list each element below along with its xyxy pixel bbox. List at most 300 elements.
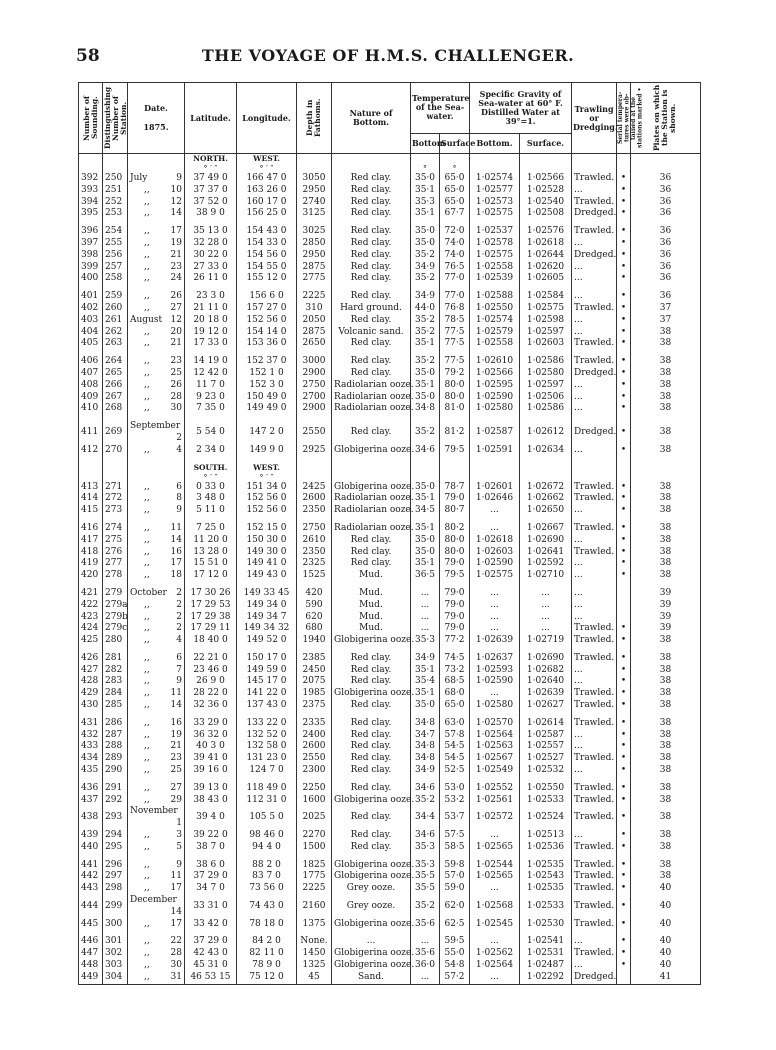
cell-station: 295 (103, 842, 128, 854)
cell-temp-surface: 78·7 (440, 482, 470, 494)
longitude-units: ° ′ ″ (237, 164, 297, 173)
cell-depth: 2075 (297, 676, 332, 688)
cell-plate: 38 (631, 421, 701, 445)
cell-date (128, 303, 185, 315)
cell-month: ,, (144, 664, 150, 675)
cell-temp-bottom: 35·3 (411, 842, 440, 854)
cell-bottom: Radiolarian ooze. (332, 380, 411, 392)
cell-trawling: ... (572, 535, 617, 547)
cell-station: 258 (103, 273, 128, 285)
cell-temp-surface: 79·0 (440, 558, 470, 570)
cell-gravity-bottom: 1·02577 (470, 185, 520, 197)
table-row (79, 403, 701, 415)
cell-plate: 38 (631, 653, 701, 665)
cell-month: ,, (144, 367, 150, 378)
cell-longitude: 152 56 0 (237, 315, 297, 327)
cell-temp-surface: 55·0 (440, 948, 470, 960)
cell-trawling: Trawled. (572, 493, 617, 505)
cell-trawling: Trawled. (572, 226, 617, 238)
cell-sounding: 431 (79, 718, 103, 730)
cell-temp-surface: 77·5 (440, 356, 470, 368)
cell-serial-mark: • (617, 238, 631, 250)
cell-plate: 40 (631, 883, 701, 895)
cell-longitude: 131 23 0 (237, 753, 297, 765)
cell-sounding: 418 (79, 547, 103, 559)
longitude-hemisphere: WEST. (237, 154, 297, 165)
cell-station: 302 (103, 948, 128, 960)
cell-longitude: 149 33 45 (237, 588, 297, 600)
cell-serial-mark: • (617, 197, 631, 209)
cell-serial-mark: • (617, 493, 631, 505)
cell-temp-bottom: 34·9 (411, 765, 440, 777)
cell-gravity-surface: 1·02690 (520, 653, 572, 665)
cell-longitude: 154 33 0 (237, 238, 297, 250)
cell-latitude: 32 28 0 (185, 238, 237, 250)
cell-temp-bottom: 35·0 (411, 238, 440, 250)
table-row (79, 523, 701, 535)
cell-day: 10 (170, 184, 182, 195)
cell-latitude: 37 29 0 (185, 871, 237, 883)
cell-temp-bottom: 34·6 (411, 445, 440, 457)
cell-serial-mark: • (617, 445, 631, 457)
table-row (79, 588, 701, 600)
cell-day: 14 (170, 906, 182, 917)
cell-temp-surface: 79·0 (440, 612, 470, 624)
cell-serial-mark: • (617, 871, 631, 883)
cell-depth: 2700 (297, 392, 332, 404)
cell-date (128, 635, 185, 647)
cell-month: ,, (144, 546, 150, 557)
cell-gravity-bottom: 1·02567 (470, 753, 520, 765)
cell-trawling: Trawled. (572, 356, 617, 368)
table-row (79, 860, 701, 872)
cell-depth: 620 (297, 612, 332, 624)
cell-temp-bottom: 35·0 (411, 547, 440, 559)
cell-serial-mark (617, 600, 631, 612)
cell-depth: 680 (297, 623, 332, 635)
spacer-cell (440, 154, 470, 165)
cell-plate: 36 (631, 208, 701, 220)
cell-longitude: 145 17 0 (237, 676, 297, 688)
cell-longitude: 152 56 0 (237, 493, 297, 505)
cell-temp-surface: 77·0 (440, 273, 470, 285)
cell-month: ,, (144, 558, 150, 569)
cell-gravity-surface: 1·02592 (520, 558, 572, 570)
header-date: Date. 1875. (128, 83, 185, 154)
cell-temp-bottom: 36·0 (411, 960, 440, 972)
spacer-cell (470, 164, 520, 173)
cell-sounding: 407 (79, 368, 103, 380)
cell-gravity-surface: 1·02513 (520, 830, 572, 842)
spacer-cell (103, 154, 128, 165)
cell-serial-mark: • (617, 338, 631, 350)
cell-serial-mark: • (617, 741, 631, 753)
table-row (79, 368, 701, 380)
cell-trawling: Trawled. (572, 948, 617, 960)
cell-gravity-bottom: 1·02574 (470, 315, 520, 327)
cell-gravity-bottom: 1·02603 (470, 547, 520, 559)
cell-station: 260 (103, 303, 128, 315)
cell-temp-surface: 53·7 (440, 806, 470, 830)
cell-latitude: 22 21 0 (185, 653, 237, 665)
table-row (79, 445, 701, 457)
cell-bottom: Red clay. (332, 273, 411, 285)
cell-gravity-surface: 1·02719 (520, 635, 572, 647)
cell-temp-bottom: 35·5 (411, 883, 440, 895)
cell-latitude: 45 31 0 (185, 960, 237, 972)
cell-month: ,, (144, 841, 150, 852)
cell-latitude: 17 33 0 (185, 338, 237, 350)
cell-gravity-bottom: 1·02580 (470, 700, 520, 712)
header-trawling: Trawling or Dredging. (572, 83, 617, 154)
cell-plate: 38 (631, 665, 701, 677)
cell-day: 25 (170, 765, 182, 776)
cell-gravity-surface: 1·02598 (520, 315, 572, 327)
cell-gravity-surface: 1·02682 (520, 665, 572, 677)
cell-bottom: ... (332, 936, 411, 948)
cell-month: ,, (144, 291, 150, 302)
cell-gravity-bottom: 1·02564 (470, 730, 520, 742)
spacer-cell (411, 463, 440, 473)
cell-date (128, 238, 185, 250)
cell-station: 270 (103, 445, 128, 457)
cell-day: 14 (170, 534, 182, 545)
cell-sounding: 396 (79, 226, 103, 238)
cell-month: ,, (144, 403, 150, 414)
header-sounding: Number of Sounding. (79, 83, 103, 154)
cell-depth: 2050 (297, 315, 332, 327)
cell-temp-bottom: 34·9 (411, 653, 440, 665)
cell-date (128, 753, 185, 765)
cell-bottom: Red clay. (332, 700, 411, 712)
cell-gravity-surface: 1·02644 (520, 250, 572, 262)
cell-depth: 2650 (297, 338, 332, 350)
cell-trawling: ... (572, 741, 617, 753)
cell-trawling: Dredged. (572, 250, 617, 262)
cell-sounding: 423 (79, 612, 103, 624)
cell-longitude: 147 2 0 (237, 421, 297, 445)
cell-bottom: Red clay. (332, 185, 411, 197)
cell-gravity-bottom: 1·02563 (470, 741, 520, 753)
cell-sounding: 433 (79, 741, 103, 753)
cell-temp-bottom: 35·1 (411, 208, 440, 220)
cell-latitude: 17 29 53 (185, 600, 237, 612)
cell-latitude: 17 29 11 (185, 623, 237, 635)
cell-temp-surface: 68·5 (440, 676, 470, 688)
table-row (79, 303, 701, 315)
cell-gravity-surface: 1·02603 (520, 338, 572, 350)
table-row (79, 327, 701, 339)
cell-sounding: 410 (79, 403, 103, 415)
cell-station: 278 (103, 570, 128, 582)
cell-trawling: ... (572, 830, 617, 842)
cell-month: ,, (144, 765, 150, 776)
cell-gravity-bottom: ... (470, 883, 520, 895)
cell-plate: 38 (631, 523, 701, 535)
spacer-cell (332, 164, 411, 173)
cell-serial-mark: • (617, 368, 631, 380)
cell-gravity-bottom: ... (470, 688, 520, 700)
cell-gravity-bottom: 1·02564 (470, 960, 520, 972)
cell-temp-bottom: 34·9 (411, 262, 440, 274)
longitude-hemisphere: WEST. (237, 463, 297, 473)
cell-longitude: 132 58 0 (237, 741, 297, 753)
cell-day: 6 (176, 481, 182, 492)
cell-bottom: Red clay. (332, 197, 411, 209)
cell-temp-bottom: 35·1 (411, 558, 440, 570)
cell-serial-mark: • (617, 226, 631, 238)
cell-temp-surface: 79·0 (440, 493, 470, 505)
cell-trawling: Trawled. (572, 842, 617, 854)
cell-station: 292 (103, 795, 128, 807)
cell-date (128, 806, 185, 830)
cell-temp-bottom: 34·4 (411, 806, 440, 830)
cell-trawling: Trawled. (572, 783, 617, 795)
spacer-cell (617, 154, 631, 165)
cell-sounding: 398 (79, 250, 103, 262)
cell-serial-mark: • (617, 327, 631, 339)
cell-trawling: Trawled. (572, 547, 617, 559)
cell-month: ,, (144, 184, 150, 195)
cell-longitude: 149 43 0 (237, 570, 297, 582)
cell-serial-mark: • (617, 505, 631, 517)
cell-gravity-surface: 1·02543 (520, 871, 572, 883)
cell-plate: 38 (631, 570, 701, 582)
cell-trawling: Trawled. (572, 688, 617, 700)
cell-bottom: Red clay. (332, 765, 411, 777)
cell-longitude: 149 34 0 (237, 600, 297, 612)
cell-depth: 3050 (297, 173, 332, 185)
cell-date (128, 338, 185, 350)
spacer-cell (103, 164, 128, 173)
cell-temp-surface: 81·0 (440, 403, 470, 415)
cell-longitude: 149 49 0 (237, 403, 297, 415)
cell-date (128, 262, 185, 274)
cell-longitude: 88 2 0 (237, 860, 297, 872)
cell-date (128, 676, 185, 688)
cell-bottom: Red clay. (332, 547, 411, 559)
cell-gravity-surface: 1·02533 (520, 895, 572, 919)
cell-bottom: Red clay. (332, 356, 411, 368)
cell-latitude: 38 7 0 (185, 842, 237, 854)
cell-trawling: Trawled. (572, 623, 617, 635)
cell-trawling: ... (572, 291, 617, 303)
cell-day: 23 (170, 753, 182, 764)
cell-sounding: 405 (79, 338, 103, 350)
cell-longitude: 112 31 0 (237, 795, 297, 807)
cell-month: ,, (144, 782, 150, 793)
cell-date (128, 547, 185, 559)
cell-depth: 1775 (297, 871, 332, 883)
cell-month: ,, (144, 859, 150, 870)
cell-date (128, 741, 185, 753)
cell-date (128, 173, 185, 185)
cell-depth: 1375 (297, 919, 332, 931)
cell-plate: 38 (631, 380, 701, 392)
cell-trawling: Dredged. (572, 368, 617, 380)
cell-station: 300 (103, 919, 128, 931)
cell-temp-surface: 72·0 (440, 226, 470, 238)
cell-bottom: Mud. (332, 623, 411, 635)
cell-longitude: 156 25 0 (237, 208, 297, 220)
cell-longitude: 154 43 0 (237, 226, 297, 238)
cell-longitude: 149 41 0 (237, 558, 297, 570)
cell-depth: 2335 (297, 718, 332, 730)
cell-gravity-surface: 1·02672 (520, 482, 572, 494)
cell-month: ,, (144, 599, 150, 610)
cell-temp-bottom: 34·7 (411, 730, 440, 742)
cell-depth: 2550 (297, 753, 332, 765)
latitude-hemisphere: NORTH. (185, 154, 237, 165)
cell-date (128, 600, 185, 612)
cell-sounding: 445 (79, 919, 103, 931)
cell-gravity-surface: 1·02566 (520, 173, 572, 185)
spacer-cell (103, 473, 128, 482)
cell-temp-surface: 65·0 (440, 197, 470, 209)
cell-date (128, 523, 185, 535)
cell-latitude: 3 48 0 (185, 493, 237, 505)
cell-month: ,, (144, 522, 150, 533)
table-row (79, 338, 701, 350)
spacer-cell (128, 473, 185, 482)
cell-longitude: 84 2 0 (237, 936, 297, 948)
cell-day: 2 (176, 611, 182, 622)
table-row (79, 392, 701, 404)
cell-gravity-surface: 1·02508 (520, 208, 572, 220)
cell-temp-bottom: ... (411, 600, 440, 612)
cell-plate: 37 (631, 303, 701, 315)
cell-bottom: Mud. (332, 600, 411, 612)
cell-temp-surface: 54·5 (440, 753, 470, 765)
cell-depth: 2325 (297, 558, 332, 570)
cell-trawling: ... (572, 600, 617, 612)
cell-trawling: ... (572, 960, 617, 972)
cell-day: 12 (170, 196, 182, 207)
cell-temp-bottom: 35·2 (411, 250, 440, 262)
cell-serial-mark: • (617, 547, 631, 559)
table-row (79, 665, 701, 677)
table-row (79, 505, 701, 517)
cell-depth: None. (297, 936, 332, 948)
cell-day: 30 (170, 960, 182, 971)
cell-temp-bottom: 35·2 (411, 315, 440, 327)
cell-date (128, 570, 185, 582)
table-row (79, 676, 701, 688)
cell-temp-bottom: 34·6 (411, 830, 440, 842)
cell-station: 268 (103, 403, 128, 415)
cell-gravity-surface: 1·02535 (520, 883, 572, 895)
cell-bottom: Radiolarian ooze. (332, 403, 411, 415)
cell-trawling: ... (572, 558, 617, 570)
cell-gravity-bottom: 1·02549 (470, 765, 520, 777)
cell-month: ,, (144, 871, 150, 882)
header-gravity: Specific Gravity of Sea-water at 60° F. Distilled Water at 39°=1. (470, 83, 572, 134)
cell-day: 11 (170, 522, 182, 533)
cell-day: 22 (170, 936, 182, 947)
cell-bottom: Radiolarian ooze. (332, 392, 411, 404)
cell-trawling: Trawled. (572, 883, 617, 895)
cell-sounding: 424 (79, 623, 103, 635)
cell-date (128, 895, 185, 919)
cell-station: 282 (103, 665, 128, 677)
cell-depth: 2400 (297, 730, 332, 742)
cell-latitude: 0 33 0 (185, 482, 237, 494)
cell-date (128, 392, 185, 404)
cell-depth: 2600 (297, 493, 332, 505)
cell-temp-bottom: 35·5 (411, 871, 440, 883)
cell-temp-surface: 57·5 (440, 830, 470, 842)
cell-date (128, 871, 185, 883)
cell-bottom: Globigerina ooze. (332, 795, 411, 807)
cell-sounding: 438 (79, 806, 103, 830)
cell-temp-bottom: 35·1 (411, 688, 440, 700)
cell-gravity-surface: 1·02575 (520, 303, 572, 315)
cell-sounding: 399 (79, 262, 103, 274)
table-row (79, 688, 701, 700)
cell-gravity-bottom: ... (470, 623, 520, 635)
cell-temp-surface: 79·0 (440, 600, 470, 612)
cell-temp-surface: 63·0 (440, 718, 470, 730)
cell-temp-bottom: 34·8 (411, 753, 440, 765)
cell-station: 303 (103, 960, 128, 972)
cell-trawling: ... (572, 936, 617, 948)
cell-plate: 36 (631, 262, 701, 274)
cell-plate: 38 (631, 676, 701, 688)
cell-depth: 2225 (297, 291, 332, 303)
cell-serial-mark: • (617, 895, 631, 919)
cell-latitude: 39 41 0 (185, 753, 237, 765)
cell-latitude: 35 13 0 (185, 226, 237, 238)
cell-bottom: Red clay. (332, 783, 411, 795)
cell-depth: 3025 (297, 226, 332, 238)
cell-plate: 38 (631, 783, 701, 795)
spacer-cell (470, 463, 520, 473)
cell-trawling: ... (572, 445, 617, 457)
spacer-cell (79, 463, 103, 473)
cell-longitude: 78 18 0 (237, 919, 297, 931)
cell-plate: 38 (631, 445, 701, 457)
cell-month: ,, (144, 570, 150, 581)
cell-gravity-bottom: 1·02565 (470, 842, 520, 854)
cell-temp-surface: 58·5 (440, 842, 470, 854)
cell-gravity-bottom: 1·02574 (470, 173, 520, 185)
cell-serial-mark: • (617, 421, 631, 445)
cell-serial-mark: • (617, 830, 631, 842)
cell-month: ,, (144, 379, 150, 390)
cell-temp-surface: 57·2 (440, 972, 470, 984)
cell-plate: 38 (631, 765, 701, 777)
cell-serial-mark: • (617, 765, 631, 777)
cell-station: 271 (103, 482, 128, 494)
cell-serial-mark: • (617, 676, 631, 688)
cell-sounding: 421 (79, 588, 103, 600)
cell-gravity-surface: 1·02620 (520, 262, 572, 274)
cell-longitude: 166 47 0 (237, 173, 297, 185)
cell-serial-mark: • (617, 623, 631, 635)
cell-plate: 38 (631, 558, 701, 570)
cell-serial-mark: • (617, 718, 631, 730)
cell-serial-mark: • (617, 523, 631, 535)
cell-date (128, 493, 185, 505)
cell-depth: 2550 (297, 421, 332, 445)
spacer-cell (520, 154, 572, 165)
cell-gravity-surface: 1·02690 (520, 535, 572, 547)
cell-date (128, 226, 185, 238)
cell-depth: 2300 (297, 765, 332, 777)
table-row (79, 380, 701, 392)
cell-plate: 38 (631, 718, 701, 730)
cell-date (128, 883, 185, 895)
